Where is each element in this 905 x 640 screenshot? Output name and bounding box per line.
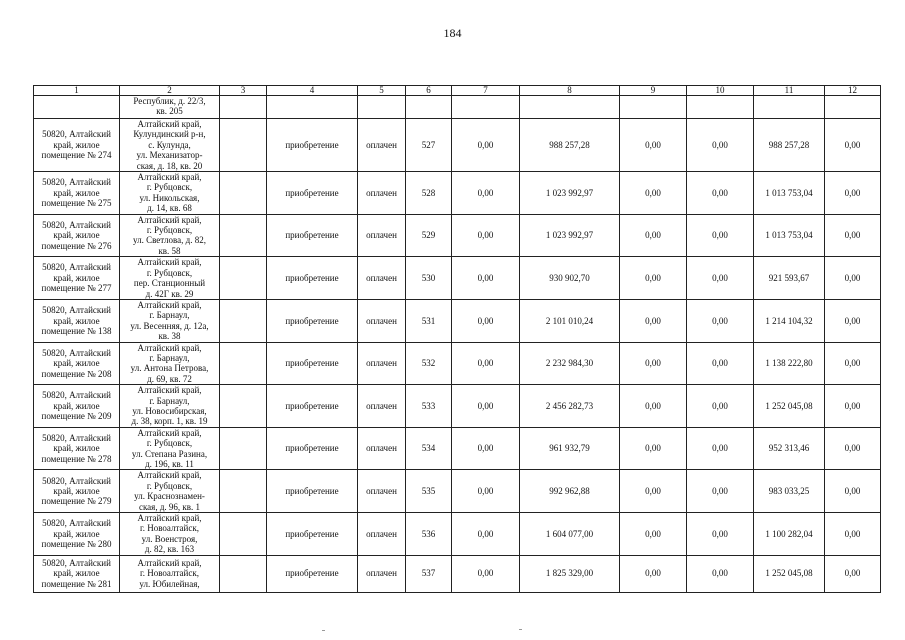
address-cell: Алтайский край, г. Рубцовск, пер. Станционный д. 42Г кв. 29 [120,257,220,300]
row-number-cell: 527 [406,119,452,172]
object-cell [34,96,120,119]
column-header: 10 [687,86,754,96]
empty-cell [267,96,358,119]
column-9-cell: 0,00 [620,257,687,300]
column-3-cell [220,172,267,215]
address-cell: Алтайский край, г. Рубцовск, ул. Никольская, д. 14, кв. 68 [120,172,220,215]
column-header: 9 [620,86,687,96]
address-cell: Алтайский край, г. Барнаул, ул. Новосибирская, д. 38, корп. 1, кв. 19 [120,385,220,428]
amount-cell: 988 257,28 [520,119,620,172]
paid-amount-cell: 1 252 045,08 [754,555,825,592]
object-cell: 50820, Алтайский край, жилое помещение № 208 [34,342,120,385]
row-number-cell: 533 [406,385,452,428]
amount-cell: 1 023 992,97 [520,214,620,257]
paid-amount-cell: 952 313,46 [754,427,825,470]
column-12-cell: 0,00 [825,172,881,215]
object-cell: 50820, Алтайский край, жилое помещение № 281 [34,555,120,592]
column-header: 1 [34,86,120,96]
column-header: 2 [120,86,220,96]
table-row [34,555,881,592]
paid-amount-cell: 1 252 045,08 [754,385,825,428]
paid-amount-cell: 1 013 753,04 [754,172,825,215]
status-cell: оплачен [358,214,406,257]
empty-cell [620,96,687,119]
operation-cell: приобретение [267,257,358,300]
object-cell: 50820, Алтайский край, жилое помещение № 275 [34,172,120,215]
data-table [33,85,881,593]
operation-cell: приобретение [267,513,358,556]
table-row [34,513,881,556]
row-number-cell: 532 [406,342,452,385]
column-header: 5 [358,86,406,96]
status-cell: оплачен [358,555,406,592]
column-10-cell: 0,00 [687,342,754,385]
paid-amount-cell: 983 033,25 [754,470,825,513]
status-cell: оплачен [358,342,406,385]
address-cell: Алтайский край, г. Барнаул, ул. Антона Петрова, д. 69, кв. 72 [120,342,220,385]
column-10-cell: 0,00 [687,257,754,300]
column-3-cell [220,342,267,385]
status-cell: оплачен [358,299,406,342]
paid-amount-cell: 921 593,67 [754,257,825,300]
amount-cell: 1 023 992,97 [520,172,620,215]
row-number-cell: 528 [406,172,452,215]
row-number-cell: 529 [406,214,452,257]
empty-cell [220,96,267,119]
paid-amount-cell: 1 013 753,04 [754,214,825,257]
column-12-cell: 0,00 [825,257,881,300]
status-cell: оплачен [358,172,406,215]
column-7-cell: 0,00 [452,427,520,470]
object-cell: 50820, Алтайский край, жилое помещение № 276 [34,214,120,257]
empty-cell [825,96,881,119]
column-header: 3 [220,86,267,96]
table-row [34,299,881,342]
column-9-cell: 0,00 [620,214,687,257]
address-cell: Алтайский край, г. Барнаул, ул. Весенняя, д. 12а, кв. 38 [120,299,220,342]
column-header: 4 [267,86,358,96]
column-3-cell [220,257,267,300]
column-9-cell: 0,00 [620,119,687,172]
column-header: 6 [406,86,452,96]
object-cell: 50820, Алтайский край, жилое помещение № 209 [34,385,120,428]
amount-cell: 992 962,88 [520,470,620,513]
column-12-cell: 0,00 [825,555,881,592]
table-body [34,96,881,593]
empty-cell [406,96,452,119]
empty-cell [520,96,620,119]
column-9-cell: 0,00 [620,427,687,470]
object-cell: 50820, Алтайский край, жилое помещение № 277 [34,257,120,300]
object-cell: 50820, Алтайский край, жилое помещение № 279 [34,470,120,513]
row-number-cell: 530 [406,257,452,300]
paid-amount-cell: 1 100 282,04 [754,513,825,556]
address-cell: Республик, д. 22/3, кв. 205 [120,96,220,119]
column-7-cell: 0,00 [452,513,520,556]
column-7-cell: 0,00 [452,172,520,215]
status-cell: оплачен [358,385,406,428]
column-12-cell: 0,00 [825,342,881,385]
column-header: 8 [520,86,620,96]
operation-cell: приобретение [267,427,358,470]
operation-cell: приобретение [267,172,358,215]
column-10-cell: 0,00 [687,385,754,428]
row-number-cell: 534 [406,427,452,470]
column-7-cell: 0,00 [452,342,520,385]
row-number-cell: 536 [406,513,452,556]
column-header: 12 [825,86,881,96]
paid-amount-cell: 988 257,28 [754,119,825,172]
column-9-cell: 0,00 [620,470,687,513]
column-7-cell: 0,00 [452,119,520,172]
status-cell: оплачен [358,257,406,300]
column-10-cell: 0,00 [687,427,754,470]
column-header: 7 [452,86,520,96]
status-cell: оплачен [358,119,406,172]
column-7-cell: 0,00 [452,470,520,513]
column-7-cell: 0,00 [452,257,520,300]
column-3-cell [220,555,267,592]
operation-cell: приобретение [267,299,358,342]
address-cell: Алтайский край, г. Рубцовск, ул. Краснознамен- ская, д. 96, кв. 1 [120,470,220,513]
column-10-cell: 0,00 [687,172,754,215]
column-3-cell [220,427,267,470]
row-number-cell: 531 [406,299,452,342]
table-row [34,214,881,257]
column-header: 11 [754,86,825,96]
amount-cell: 2 456 282,73 [520,385,620,428]
column-12-cell: 0,00 [825,214,881,257]
column-3-cell [220,385,267,428]
operation-cell: приобретение [267,214,358,257]
operation-cell: приобретение [267,470,358,513]
operation-cell: приобретение [267,385,358,428]
scan-speck [322,630,325,631]
column-9-cell: 0,00 [620,385,687,428]
status-cell: оплачен [358,427,406,470]
empty-cell [358,96,406,119]
operation-cell: приобретение [267,119,358,172]
column-12-cell: 0,00 [825,513,881,556]
status-cell: оплачен [358,513,406,556]
column-10-cell: 0,00 [687,214,754,257]
column-number-row [34,86,881,96]
operation-cell: приобретение [267,555,358,592]
amount-cell: 1 604 077,00 [520,513,620,556]
column-10-cell: 0,00 [687,470,754,513]
column-7-cell: 0,00 [452,555,520,592]
page-number: 184 [443,26,462,40]
table-row [34,385,881,428]
column-12-cell: 0,00 [825,427,881,470]
column-9-cell: 0,00 [620,172,687,215]
table-row [34,342,881,385]
scan-speck [519,629,522,630]
amount-cell: 930 902,70 [520,257,620,300]
empty-cell [754,96,825,119]
amount-cell: 1 825 329,00 [520,555,620,592]
row-number-cell: 535 [406,470,452,513]
column-10-cell: 0,00 [687,299,754,342]
operation-cell: приобретение [267,342,358,385]
status-cell: оплачен [358,470,406,513]
paid-amount-cell: 1 138 222,80 [754,342,825,385]
continuation-row [34,96,881,119]
column-12-cell: 0,00 [825,385,881,428]
column-9-cell: 0,00 [620,555,687,592]
table-row [34,119,881,172]
amount-cell: 2 101 010,24 [520,299,620,342]
column-3-cell [220,299,267,342]
column-3-cell [220,513,267,556]
address-cell: Алтайский край, г. Новоалтайск, ул. Военстроя, д. 82, кв. 163 [120,513,220,556]
empty-cell [452,96,520,119]
amount-cell: 2 232 984,30 [520,342,620,385]
table-row [34,470,881,513]
table-row [34,257,881,300]
object-cell: 50820, Алтайский край, жилое помещение № 274 [34,119,120,172]
table-row [34,172,881,215]
object-cell: 50820, Алтайский край, жилое помещение № 278 [34,427,120,470]
column-10-cell: 0,00 [687,555,754,592]
column-7-cell: 0,00 [452,299,520,342]
object-cell: 50820, Алтайский край, жилое помещение № 280 [34,513,120,556]
address-cell: Алтайский край, г. Рубцовск, ул. Светлова, д. 82, кв. 58 [120,214,220,257]
address-cell: Алтайский край, г. Новоалтайск, ул. Юбилейная, [120,555,220,592]
column-9-cell: 0,00 [620,299,687,342]
column-7-cell: 0,00 [452,214,520,257]
column-10-cell: 0,00 [687,119,754,172]
address-cell: Алтайский край, Кулундинский р-н, с. Кулунда, ул. Механизатор- ская, д. 18, кв. 20 [120,119,220,172]
column-12-cell: 0,00 [825,119,881,172]
object-cell: 50820, Алтайский край, жилое помещение № 138 [34,299,120,342]
address-cell: Алтайский край, г. Рубцовск, ул. Степана Разина, д. 196, кв. 11 [120,427,220,470]
column-3-cell [220,470,267,513]
table-row [34,427,881,470]
amount-cell: 961 932,79 [520,427,620,470]
paid-amount-cell: 1 214 104,32 [754,299,825,342]
column-3-cell [220,119,267,172]
column-9-cell: 0,00 [620,342,687,385]
column-12-cell: 0,00 [825,470,881,513]
column-7-cell: 0,00 [452,385,520,428]
column-9-cell: 0,00 [620,513,687,556]
column-12-cell: 0,00 [825,299,881,342]
empty-cell [687,96,754,119]
row-number-cell: 537 [406,555,452,592]
column-3-cell [220,214,267,257]
column-10-cell: 0,00 [687,513,754,556]
